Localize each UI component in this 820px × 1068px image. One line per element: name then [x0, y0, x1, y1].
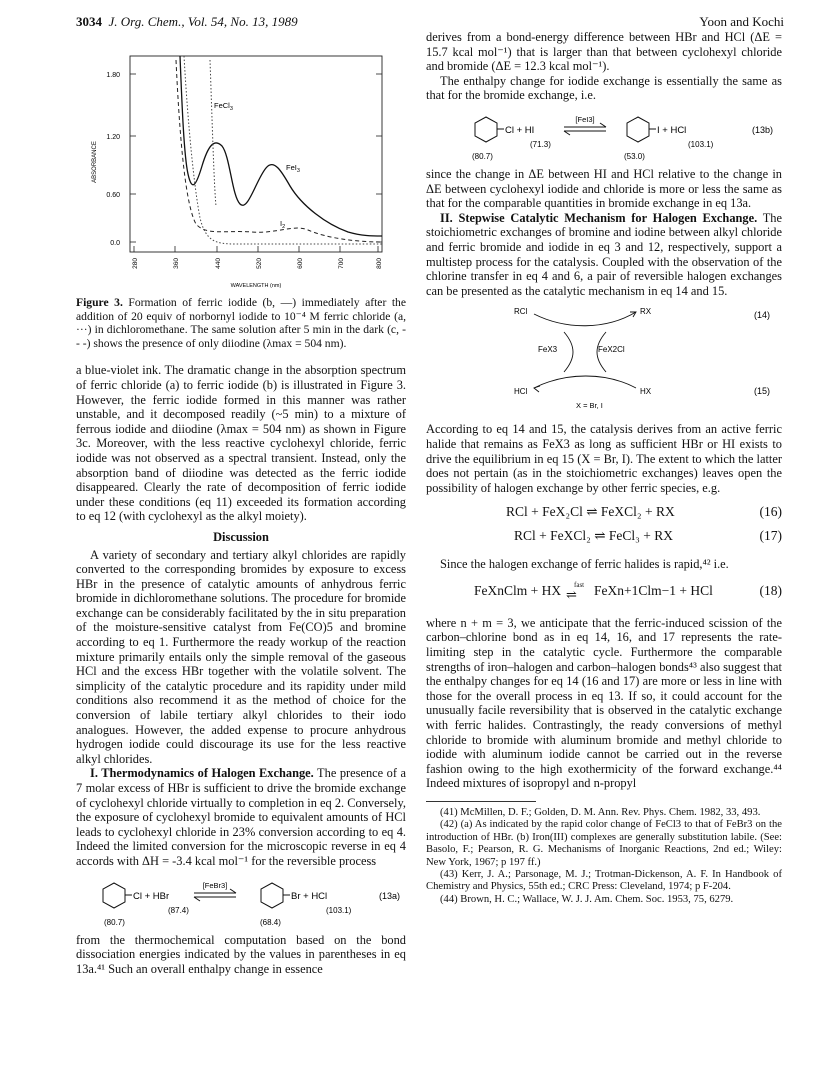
page-number: 3034 [76, 14, 102, 29]
curve-label-c: $I_2$ [280, 219, 286, 230]
x-tick-label: 600 [297, 258, 304, 269]
running-header-authors: Yoon and Kochi [699, 14, 784, 29]
scheme-note: X = Br, I [576, 401, 603, 411]
y-tick-label: 0.60 [106, 192, 120, 199]
bond-energy: (53.0) [624, 151, 645, 161]
scheme-fex3: FeX3 [538, 345, 558, 355]
section-heading-thermodynamics: I. Thermodynamics of Halogen Exchange. [90, 766, 314, 781]
paragraph: A variety of secondary and tertiary alkyl chlorides are rapidly converted to the corresponding bromides by exposure to excess HBr in the presence of catalytic amounts of anhydrous ferric bromide in dichloromethane solutions. The procedure for bromide exchange can be considerably facilitated by the in situ preparation of the moisture-sensitive catalyst from Fe(CO)5 and bromine according to eq 1. Furthermore the ready workup of the reaction mixture primarily entails only the simple removal of the gaseous HCl and the excess HBr together with the volatile solvent. The simplicity of the catalytic procedure and its rapidity under mild conditions also recommend it as the method of choice for the conversion of labile tertiary alkyl chlorides to their iodo analogues. However, the added expense to procure anhydrous hydrogen iodide could discourage its use for the less reactive alkyl chlorides. [76, 547, 406, 766]
x-tick-label: 800 [376, 258, 383, 269]
curve-label-a: FeCl$_3$ [214, 101, 233, 112]
scheme-fex2cl: FeX2Cl [598, 345, 625, 355]
y-tick-label: 1.80 [106, 72, 120, 79]
cyclohexane-ring [627, 117, 649, 142]
running-header-left [76, 14, 298, 30]
equation-17: RCl + FeXCl₂ ⇌ FeCl₃ + RX (17) [514, 528, 782, 544]
curve-a-ferric-chloride [184, 56, 382, 244]
x-tick-label: 280 [132, 258, 139, 269]
bond-energy: (71.3) [530, 139, 551, 149]
catalytic-cycle-scheme [426, 302, 782, 416]
eq-number: (14) [754, 310, 771, 321]
paragraph: According to eq 14 and 15, the catalysis derives from an active ferric halide that remains as FeX3 as long as sufficient HBr or HI exists to drive the equilibrium in eq 15 (X = Br, I). The extent to which the latter does not pertain (as in the stoichiometric exchanges) leaves open the possibility of halogen exchange by other ferric species, e.g. [426, 422, 782, 495]
bond-energy: (103.1) [326, 905, 352, 915]
x-axis-label: WAVELENGTH (nm) [230, 283, 282, 289]
eq-lhs: Cl + HI [505, 124, 535, 136]
footnote: (41) McMillen, D. F.; Golden, D. M. Ann. Rev. Phys. Chem. 1982, 33, 493. [440, 807, 761, 818]
y-tick-label: 0.0 [110, 240, 120, 247]
cyclohexane-ring [261, 883, 283, 908]
bond-energy: (80.7) [472, 151, 493, 161]
eq-rhs: Br + HCl [291, 890, 328, 902]
scheme-hx: HX [640, 387, 652, 397]
curve-label-b: FeI$_3$ [286, 163, 300, 174]
section-heading-discussion: Discussion [213, 529, 269, 544]
paragraph: from the thermochemical computation based on the bond dissociation energies indicated by the values in parentheses in eq 13a.⁴¹ Such an overall enthalpy change in essence [76, 932, 406, 976]
scheme-rcl: RCl [514, 307, 528, 317]
x-tick-label: 520 [256, 258, 263, 269]
figure-3-caption: Figure 3. Formation of ferric iodide (b, —) immediately after the addition of 20 equiv of norbornyl iodide to 10⁻⁴ M ferric chloride (a, ···) in dichloromethane. The same solution after 5 min in the dark (c, - - -) shows the presence of only diiodine (λmax = 504 nm). [76, 296, 406, 350]
x-tick-label: 440 [215, 258, 222, 269]
footnote-rule [426, 801, 536, 802]
left-column [76, 296, 406, 976]
paragraph: derives from a bond-energy difference between HBr and HCl (ΔE = 15.7 kcal mol⁻¹) that is larger than that between cyclohexyl chloride and bromide (ΔE = 12.3 kcal mol⁻¹). [426, 30, 782, 74]
scheme-hcl: HCl [514, 387, 528, 397]
paragraph: I. Thermodynamics of Halogen Exchange. The presence of a 7 molar excess of HBr is sufficient to drive the bromide exchange of cyclohexyl chloride virtually to completion in eq 2. Conversely, the exposure of cyclohexyl bromide to equivalent amounts of HCl leads to cyclohexyl chloride in 23% conversion according to eq 4. Indeed the limited conversion for the microscopic reverse in eq 4 accords with ΔH = -3.4 kcal mol⁻¹ for the reversible process [76, 766, 406, 868]
bond-energy: (87.4) [168, 905, 189, 915]
x-tick-label: 360 [173, 258, 180, 269]
paragraph: since the change in ΔE between HI and HCl relative to the change in ΔE between cyclohexyl iodide and chloride is more or less the same as that for the comparable quantities in bromide exchange in eq 13a. [426, 166, 782, 211]
footnote: (44) Brown, H. C.; Wallace, W. J. J. Am. Chem. Soc. 1953, 75, 6279. [440, 893, 734, 905]
paragraph: The enthalpy change for iodide exchange is essentially the same as that for the bromide exchange, i.e. [426, 73, 782, 103]
footnote: (42) (a) As indicated by the rapid color change of FeCl3 to that of FeBr3 on the introduction of HBr. (b) Iron(III) complexes are generally substitution labile. (See: Basolo, F.; Pearson, R. G. Mechanisms of Inorganic Reactions, 2nd ed.; Wiley: New York, 1967; p 197 ff.) [426, 819, 782, 868]
cyclohexane-ring [475, 117, 497, 142]
eq-catalyst: [FeBr3] [202, 880, 228, 890]
cyclohexane-ring [103, 883, 125, 908]
equation-13b [426, 107, 782, 165]
eq-number: (15) [754, 386, 771, 397]
journal-citation: J. Org. Chem., Vol. 54, No. 13, 1989 [108, 14, 298, 29]
eq-rhs: I + HCl [657, 124, 687, 136]
right-column [426, 30, 782, 906]
eq-number: (13a) [379, 890, 401, 901]
paragraph: II. Stepwise Catalytic Mechanism for Halogen Exchange. The stoichiometric exchanges of bromine and iodine between alkyl chloride and ferric bromide and iodide in eq 3 and 12, respectively, support a multistep process for the catalysis. Coupled with the observation of the chlorine transfer in eq 4 and 6, a pair of reversible halogen exchanges can be presented as the catalytic mechanism in eq 14 and 15. [426, 210, 782, 298]
eq-lhs: Cl + HBr [133, 890, 170, 902]
y-tick-label: 1.20 [106, 134, 120, 141]
curve-a-ferric-chloride-segment [210, 60, 216, 206]
bond-energy: (80.7) [104, 917, 125, 927]
x-tick-label: 700 [338, 258, 345, 269]
bond-energy: (68.4) [260, 917, 281, 927]
footnote: (43) Kerr, J. A.; Parsonage, M. J.; Trotman-Dickenson, A. F. In Handbook of Chemistry and Physics, 55th ed.; CRC Press: Cleveland, 1974; p F-204. [426, 869, 782, 893]
equation-13a [76, 873, 406, 931]
paragraph: Since the halogen exchange of ferric halides is rapid,⁴² i.e. [440, 557, 729, 572]
bond-energy: (103.1) [688, 139, 714, 149]
paragraph: a blue-violet ink. The dramatic change in the absorption spectrum of ferric chloride (a) to ferric iodide (b) is illustrated in Figure 3. However, the ferric iodide formed in this manner was rather unstable, and it decomposed readily (~5 min) to a mixture of ferrous iodide and diiodine (λmax = 504 nm) as shown in Figure 3c. Moreover, with the less reactive cyclohexyl chloride, ferric iodide was not observed as a spectral transient. Instead, only the absorption band of diiodine was detected as the ferric iodide disappeared. Clearly the rate of decomposition of ferric iodide under these conditions (eq 11) exceeded its formation according to eq 12 (with cyclohexyl as the alkyl moiety). [76, 363, 406, 524]
section-heading-mechanism: II. Stepwise Catalytic Mechanism for Halogen Exchange. [440, 210, 758, 225]
equation-18: FeXnClm + HX fast ⇌ FeXn+1Clm−1 + HCl (18) [474, 580, 782, 602]
y-axis-label: ABSORBANCE [92, 141, 98, 183]
plot-frame [130, 56, 382, 252]
scheme-rx: RX [640, 307, 652, 317]
eq-catalyst: [FeI3] [575, 114, 595, 124]
curve-b-ferric-iodide [180, 56, 382, 236]
figure-3-spectrum [76, 46, 406, 298]
paragraph: where n + m = 3, we anticipate that the ferric-induced scission of the carbon–chlorine bond as in eq 14, 16, and 17 represents the rate-limiting step in the catalytic cycle. Furthermore the comparable strengths of iron–halogen and carbon–halogen bonds⁴³ also suggest that the enthalpy changes for eq 14 (16 and 17) are more or less in line with those for the overall process in eq 13. If so, it could account for the unusually facile reversibility that is observed in the catalytic exchange with ferric halides. Contrastingly, the ready conversions of methyl chloride to bromide with aluminum bromide and methyl chloride to iodide with aluminum iodide cannot be carried out in the reverse fashion owing to the high exothermicity of the forward exchange.⁴⁴ Indeed mixtures of isopropyl and n-propyl [426, 615, 782, 791]
curve-c-diiodine [176, 60, 382, 242]
equation-16: RCl + FeX₂Cl ⇌ FeXCl₂ + RX (16) [506, 504, 782, 520]
eq-number: (13b) [752, 124, 774, 135]
